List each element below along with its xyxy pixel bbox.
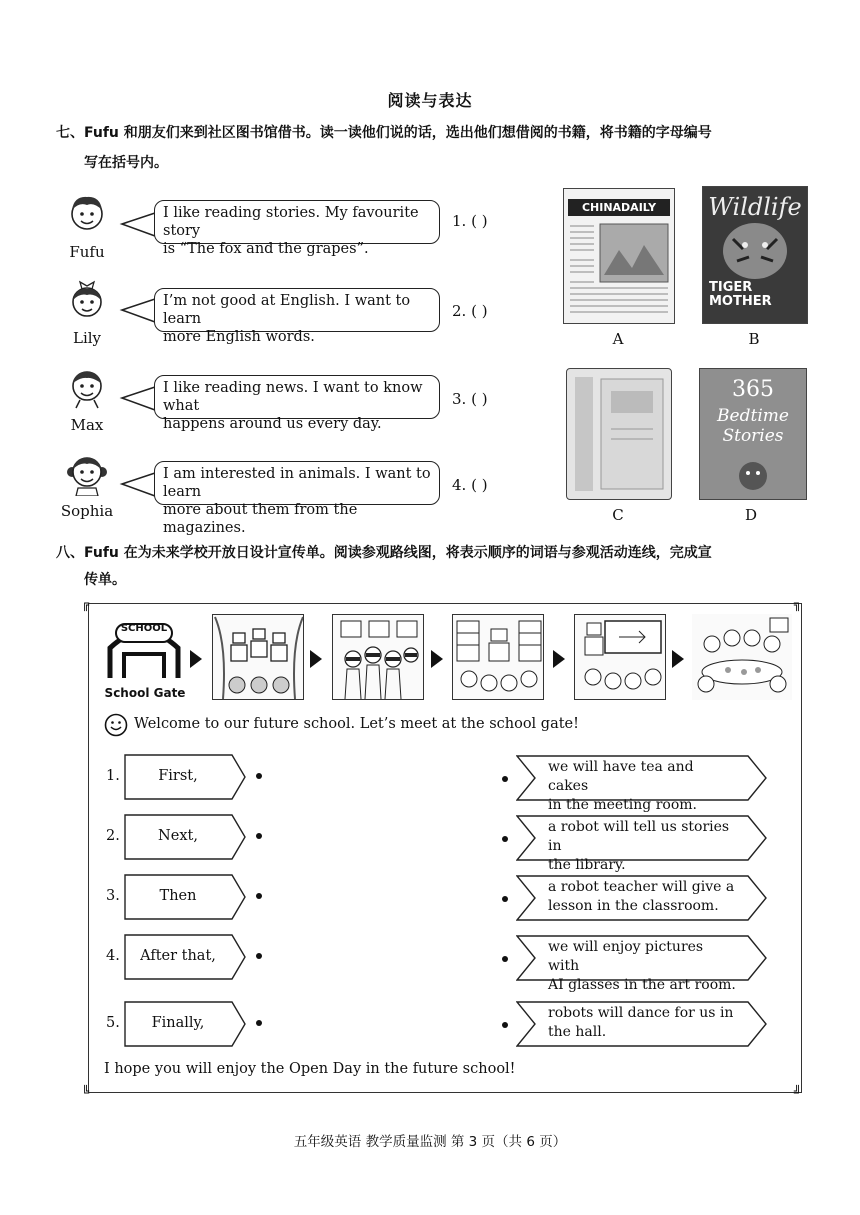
match-dot-right-2[interactable] <box>502 836 508 842</box>
magazine-title: Wildlife <box>708 193 802 221</box>
speech-bubble <box>154 288 440 345</box>
girl-sophia-icon <box>64 450 110 496</box>
answer-blank-2[interactable]: 2. ( ) <box>452 302 488 320</box>
activity-text <box>548 938 738 995</box>
smiley-icon <box>104 713 128 737</box>
speaker-name: Max <box>70 416 104 434</box>
bubble-line: more English words. <box>163 329 315 345</box>
sequence-word-box <box>124 934 244 978</box>
row-number: 4. <box>106 948 120 964</box>
sequence-word: Then <box>159 888 197 904</box>
route-arrow-icon <box>310 650 322 668</box>
row-number: 1. <box>106 768 120 784</box>
speaker-name: Lily <box>72 329 102 347</box>
dictionary-cover <box>567 369 671 499</box>
art-room-ai-glasses-icon <box>332 614 424 700</box>
sequence-word: Finally, <box>151 1015 205 1031</box>
meeting-room-tea-cakes-icon <box>692 614 792 700</box>
activity-line: a robot teacher will give a <box>548 879 735 895</box>
page-footer: 五年级英语 教学质量监测 第 3 页（共 6 页） <box>293 1134 567 1150</box>
welcome-text: Welcome to our future school. Let’s meet at the school gate! <box>134 716 579 732</box>
bubble-line: I’m not good at English. I want to learn <box>163 293 411 327</box>
activity-box <box>516 935 766 993</box>
book-label-d: D <box>744 506 758 524</box>
bubble-line: more about them from the magazines. <box>163 502 358 536</box>
tiger-icon <box>703 221 807 281</box>
part8-instruction-line1: 八、Fufu 在为未来学校开放日设计宣传单。阅读参观路线图，将表示顺序的词语与参观活动连线，完成宣 <box>56 545 712 561</box>
row-number: 5. <box>106 1015 120 1031</box>
bubble-line: is “The fox and the grapes”. <box>163 241 369 257</box>
activity-line: robots will dance for us in <box>548 1005 734 1021</box>
row-number: 3. <box>106 888 120 904</box>
book-label-c: C <box>612 506 624 524</box>
sequence-word-box <box>124 874 244 918</box>
answer-blank-3[interactable]: 3. ( ) <box>452 390 488 408</box>
book-label-a: A <box>612 330 624 348</box>
sequence-word-box <box>124 754 244 798</box>
sequence-word-box <box>124 814 244 858</box>
activity-text <box>548 758 738 815</box>
match-dot-left-2[interactable] <box>256 833 262 839</box>
speaker-name: Sophia <box>60 502 114 520</box>
school-gate-label: School Gate <box>104 686 186 700</box>
part8-instruction-line2: 传单。 <box>84 572 126 588</box>
closing-text: I hope you will enjoy the Open Day in the future school! <box>104 1061 516 1077</box>
section-title: 阅读与表达 <box>387 91 473 110</box>
classroom-robot-teacher-icon <box>574 614 666 700</box>
book-a-newspaper <box>563 188 675 324</box>
part7-instruction-line2: 写在括号内。 <box>84 155 168 171</box>
sequence-word-box <box>124 1001 244 1045</box>
boy-max-icon <box>64 364 110 410</box>
part7-instruction-line1: 七、Fufu 和朋友们来到社区图书馆借书。读一读他们说的话，选出他们想借阅的书籍，将书籍的字母编号 <box>56 125 712 141</box>
activity-line: AI glasses in the art room. <box>548 977 736 993</box>
speaker-name: Fufu <box>69 243 105 261</box>
bubble-line: happens around us every day. <box>163 416 382 432</box>
row-number: 2. <box>106 828 120 844</box>
route-arrow-icon <box>190 650 202 668</box>
bubble-line: I am interested in animals. I want to learn <box>163 466 431 500</box>
sequence-word: First, <box>158 768 198 784</box>
activity-box <box>516 755 766 813</box>
school-sign: SCHOOL <box>120 623 168 634</box>
activity-line: a robot will tell us stories in <box>548 819 730 854</box>
route-arrow-icon <box>672 650 684 668</box>
match-dot-left-1[interactable] <box>256 773 262 779</box>
activity-text <box>548 818 738 875</box>
boy-fufu-icon <box>64 190 110 236</box>
bubble-line: I like reading stories. My favourite story <box>163 205 419 239</box>
activity-line: the hall. <box>548 1024 607 1040</box>
speech-bubble <box>154 461 440 536</box>
book-d-number: 365 <box>732 377 774 402</box>
bubble-line: I like reading news. I want to know what <box>163 380 423 414</box>
answer-blank-4[interactable]: 4. ( ) <box>452 476 488 494</box>
activity-box <box>516 875 766 919</box>
activity-line: lesson in the classroom. <box>548 898 719 914</box>
bedtime-illustration <box>700 454 806 494</box>
match-dot-left-5[interactable] <box>256 1020 262 1026</box>
match-dot-left-3[interactable] <box>256 893 262 899</box>
match-dot-right-4[interactable] <box>502 956 508 962</box>
bubble-tail <box>118 470 158 500</box>
newspaper-masthead: CHINADAILY <box>568 199 670 216</box>
book-b-wildlife-magazine <box>702 186 808 324</box>
corner-ornament: ╗ <box>794 597 802 611</box>
activity-text <box>548 878 738 916</box>
sequence-word: After that, <box>140 948 216 964</box>
book-label-b: B <box>748 330 760 348</box>
match-dot-left-4[interactable] <box>256 953 262 959</box>
activity-line: the library. <box>548 857 626 873</box>
activity-line: we will have tea and cakes <box>548 759 694 794</box>
speech-bubble <box>154 200 440 257</box>
book-c-dictionary <box>566 368 672 500</box>
book-d-title: Bedtime Stories <box>717 406 789 446</box>
corner-ornament: ╝ <box>794 1085 802 1099</box>
bubble-tail <box>118 296 158 326</box>
route-arrow-icon <box>431 650 443 668</box>
activity-box <box>516 815 766 873</box>
book-d-bedtime-stories <box>699 368 807 500</box>
activity-text <box>548 1004 738 1042</box>
speech-bubble <box>154 375 440 432</box>
girl-lily-icon <box>64 276 110 322</box>
answer-blank-1[interactable]: 1. ( ) <box>452 212 488 230</box>
sequence-word: Next, <box>158 828 198 844</box>
activity-line: we will enjoy pictures with <box>548 939 704 974</box>
corner-ornament: ╔ <box>82 597 90 611</box>
match-dot-right-5[interactable] <box>502 1022 508 1028</box>
hall-robots-dancing-icon <box>212 614 304 700</box>
activity-box <box>516 1001 766 1045</box>
bubble-tail <box>118 210 158 240</box>
magazine-headline: TIGER MOTHER <box>709 280 772 309</box>
bubble-tail <box>118 384 158 414</box>
corner-ornament: ╚ <box>82 1085 90 1099</box>
route-arrow-icon <box>553 650 565 668</box>
match-dot-right-3[interactable] <box>502 896 508 902</box>
newspaper-columns <box>564 220 674 324</box>
activity-line: in the meeting room. <box>548 797 697 813</box>
match-dot-right-1[interactable] <box>502 776 508 782</box>
library-robot-stories-icon <box>452 614 544 700</box>
